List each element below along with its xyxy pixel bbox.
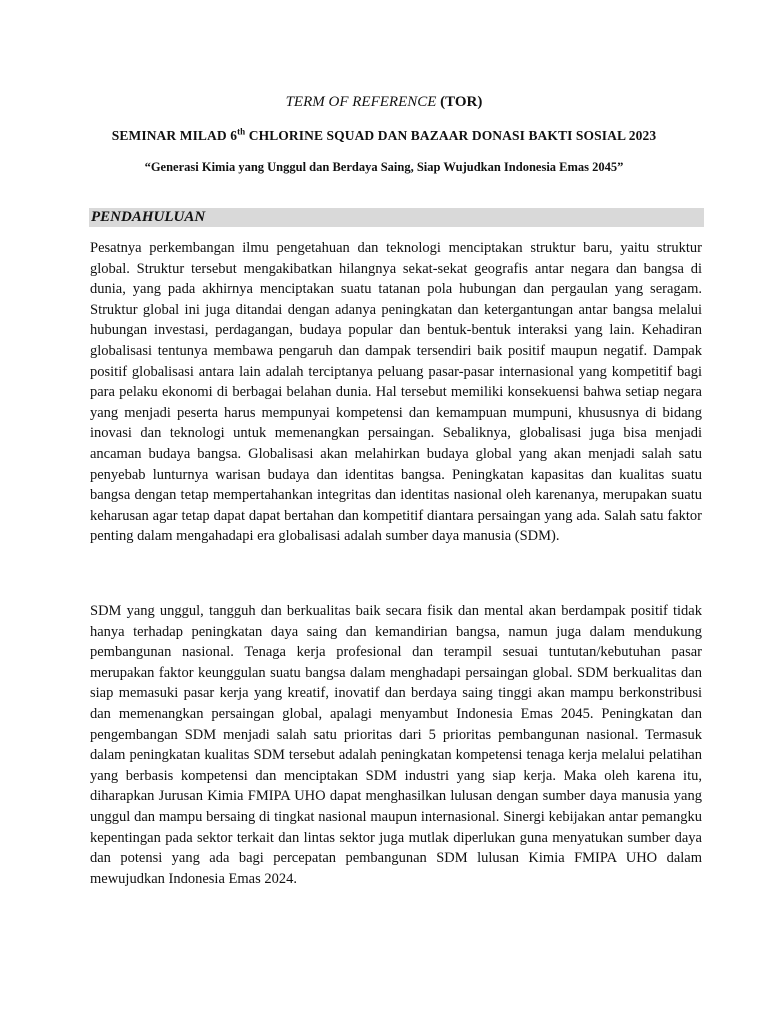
subtitle-before: SEMINAR MILAD 6 (111, 128, 238, 143)
body-paragraph: Pesatnya perkembangan ilmu pengetahuan dan teknologi menciptakan struktur baru, yaitu struktur global. Struktur tersebut mengakibatkan hilangnya sekat-sekat geografis antar negara dan bangsa di dunia, yang pada akhirnya menciptakan suatu tatanan pola hubungan dan pergaulan yang seragam. Struktur global ini juga ditandai dengan adanya peningkatan dan ketergantungan antar bangsa melalui hubungan investasi, perdagangan, budaya popular dan bentuk-bentuk interaksi yang lain. Kehadiran globalisasi tentunya membawa pengaruh dan dampak tersendiri baik positif maupun negatif. Dampak positif globalisasi antara lain adalah terciptanya peluang pasar-pasar internasional yang kompetitif bagi para pelaku ekonomi di berbagai belahan dunia. Hal tersebut memiliki konsekuensi bahwa setiap negara yang menjadi peserta harus mempunyai kompetensi dan kemampuan mumpuni, khususnya di bidang inovasi dan teknologi untuk memenangkan persaingan. Sebaliknya, globalisasi juga bisa menjadi ancaman budaya bangsa. Globalisasi akan melahirkan budaya global yang akan menjadi salah satu penyebab lunturnya warisan budaya dan identitas bangsa. Peningkatan kapasitas dan kualitas suatu bangsa dengan tetap mempertahankan integritas dan identitas nasional oleh karenanya, merupakan suatu keharusan agar tetap dapat dapat bertahan dan kompetitif diantara persaingan yang ada. Salah satu faktor penting dalam mengahadapi era globalisasi adalah sumber daya manusia (SDM). (90, 240, 702, 545)
title-acronym: (TOR) (440, 94, 483, 110)
title-italic: TERM OF REFERENCE (285, 94, 437, 110)
body-paragraph: SDM yang unggul, tangguh dan berkualitas baik secara fisik dan mental akan berdampak positif tidak hanya terhadap peningkatan daya saing dan kemandirian bangsa, namun juga dalam mendukung pembangunan nasional. Tenaga kerja profesional dan terampil sesuai tuntutan/kebutuhan pasar merupakan faktor keunggulan suatu bangsa dalam menghadapi persaingan global. SDM berkualitas dan siap memasuki pasar kerja yang kreatif, inovatif dan berdaya saing tinggi akan mampu berkonstribusi dan memenangkan persaingan global, apalagi menyambut Indonesia Emas 2045. Peningkatan dan pengembangan SDM menjadi salah satu prioritas dari 5 prioritas pembangunan nasional. Termasuk dalam peningkatan kualitas SDM tersebut adalah peningkatan kompetensi tenaga kerja melalui pelatihan yang berbasis kompetensi dan menciptakan SDM industri yang siap kerja. Maka oleh karena itu, diharapkan Jurusan Kimia FMIPA UHO dapat menghasilkan lulusan dengan sumber daya manusia yang unggul dan mampu bersaing di tingkat nasional maupun internasional. Sinergi kebijakan antar pemangku kepentingan pada sektor terkait dan lintas sektor juga mutlak diperlukan guna menyatukan sumber daya dan potensi yang ada bagi percepatan pembangunan SDM lulusan Kimia FMIPA UHO dalam mewujudkan Indonesia Emas 2024. (90, 603, 702, 887)
subtitle-after: CHLORINE SQUAD DAN BAZAAR DONASI BAKTI SOSIAL 2023 (245, 128, 657, 143)
section-heading: PENDAHULUAN (91, 209, 206, 225)
document-title (0, 92, 768, 112)
document-subtitle (0, 126, 768, 146)
subtitle-superscript: th (237, 126, 246, 137)
document-tagline: “Generasi Kimia yang Unggul dan Berdaya Saing, Siap Wujudkan Indonesia Emas 2045” (144, 160, 624, 174)
